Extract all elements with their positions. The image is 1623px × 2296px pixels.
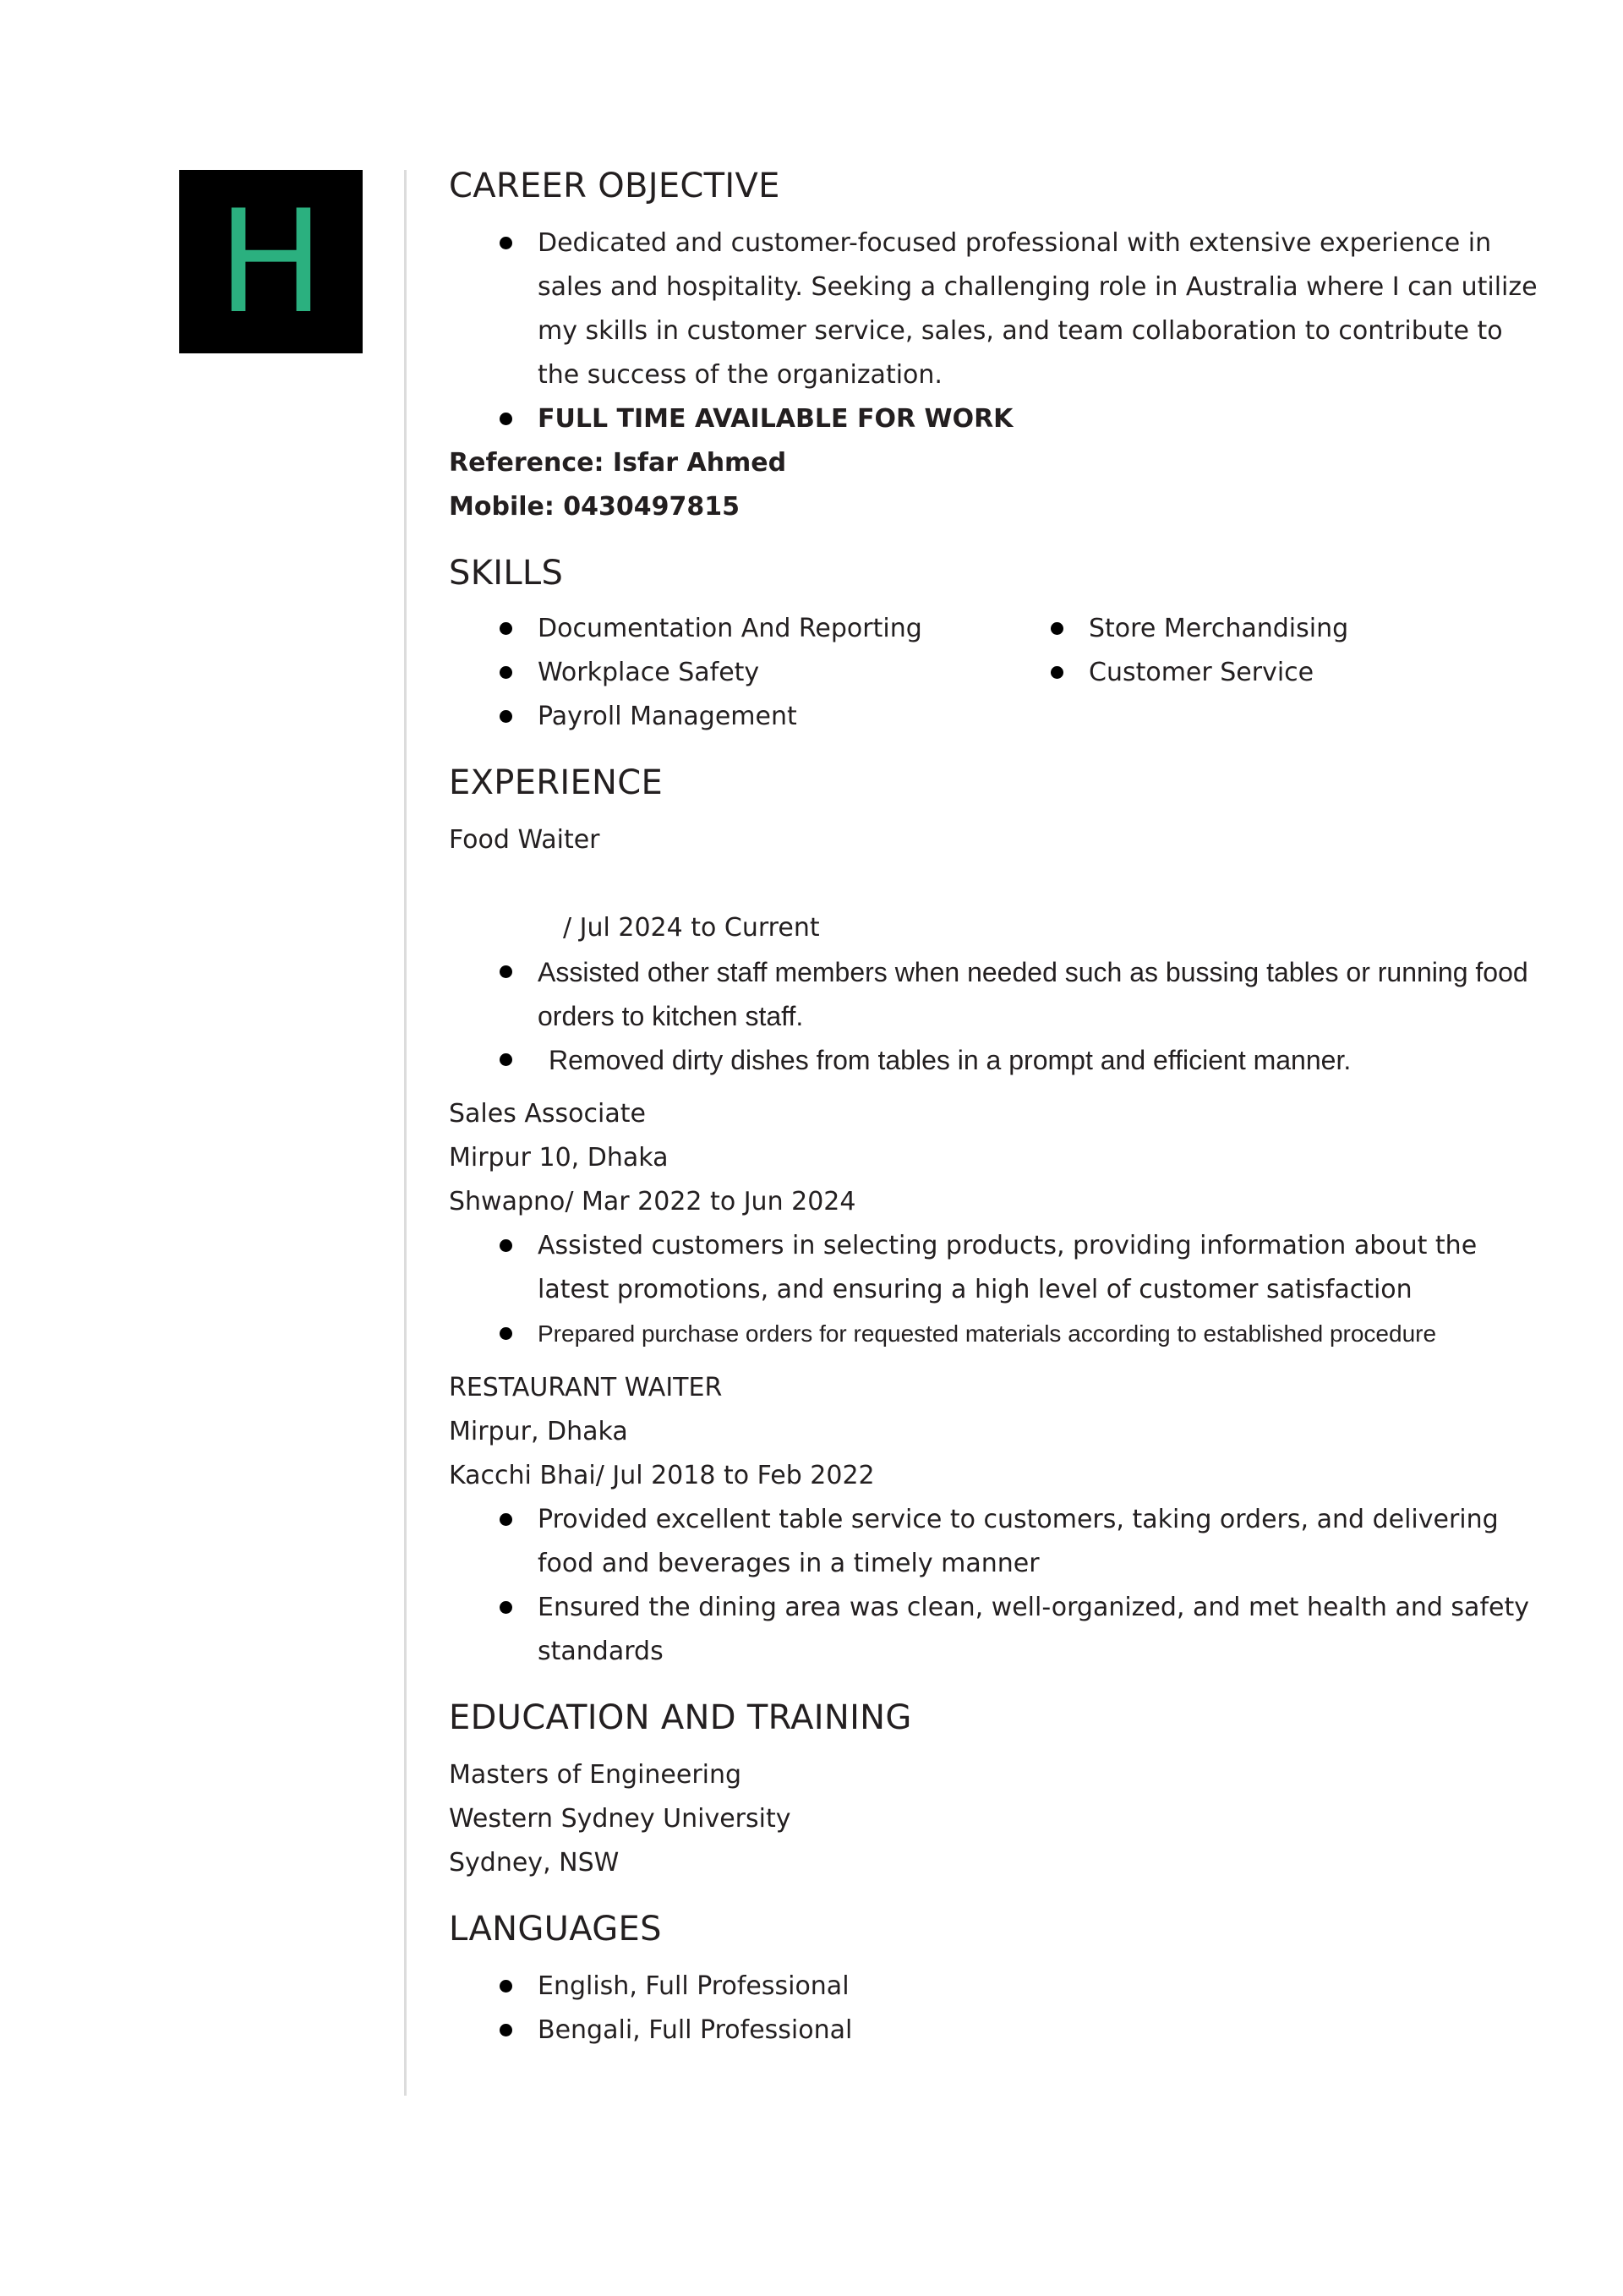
list-item: Ensured the dining area was clean, well-organized, and met health and safety standards	[449, 1586, 1548, 1674]
list-item: Workplace Safety	[449, 651, 1000, 695]
section-title-skills: SKILLS	[449, 554, 564, 593]
job-company-dates: / Jul 2024 to Current	[563, 913, 820, 943]
section-title-languages: LANGUAGES	[449, 1910, 662, 1949]
job-role: RESTAURANT WAITER	[449, 1373, 723, 1402]
job-bullets	[449, 1224, 1548, 1356]
reference-line: Reference: Isfar Ahmed	[449, 448, 787, 478]
list-item: Bengali, Full Professional	[449, 2009, 1548, 2053]
monogram-letter: H	[217, 178, 325, 345]
skills-column-1	[449, 607, 1000, 739]
education-school: Western Sydney University	[449, 1804, 791, 1834]
list-item: Assisted other staff members when needed such as bussing tables or running food orders to kitchen staff.	[449, 950, 1548, 1038]
career-objective-section	[449, 161, 1548, 529]
job-entry	[449, 818, 1548, 1082]
list-item: English, Full Professional	[449, 1965, 1548, 2009]
job-bullets	[449, 1498, 1548, 1674]
skills-grid	[449, 607, 1548, 739]
column-divider	[404, 170, 407, 2096]
job-company-dates: Shwapno/ Mar 2022 to Jun 2024	[449, 1187, 856, 1216]
list-item: Store Merchandising	[1000, 607, 1541, 651]
list-item: Dedicated and customer-focused professional with extensive experience in sales and hospitality. Seeking a challenging role in Australia where I can utilize my skills in customer service, sales, and team collaboration to contribute to the success of the organization.	[449, 221, 1548, 397]
section-title-education: EDUCATION AND TRAINING	[449, 1698, 912, 1737]
job-role: Food Waiter	[449, 825, 600, 855]
job-company-dates: Kacchi Bhai/ Jul 2018 to Feb 2022	[449, 1461, 875, 1490]
list-item: Provided excellent table service to customers, taking orders, and delivering food and beverages in a timely manner	[449, 1498, 1548, 1586]
languages-list	[449, 1965, 1548, 2053]
list-item: Removed dirty dishes from tables in a prompt and efficient manner.	[449, 1038, 1548, 1082]
reference-mobile: Mobile: 0430497815	[449, 492, 740, 522]
job-entry	[449, 1366, 1548, 1674]
skills-section	[449, 548, 1548, 739]
job-location: Mirpur, Dhaka	[449, 1417, 628, 1446]
job-entry	[449, 1092, 1548, 1356]
list-item: Assisted customers in selecting products, providing information about the latest promotions, and ensuring a high level of customer satisfaction	[449, 1224, 1548, 1312]
section-title-career: CAREER OBJECTIVE	[449, 167, 780, 205]
section-title-experience: EXPERIENCE	[449, 763, 664, 802]
list-item: Customer Service	[1000, 651, 1541, 695]
languages-section	[449, 1904, 1548, 2053]
list-item: Payroll Management	[449, 695, 1000, 739]
job-bullets	[449, 950, 1548, 1082]
education-section	[449, 1692, 1548, 1885]
job-location: Mirpur 10, Dhaka	[449, 1143, 669, 1173]
monogram-logo	[179, 170, 363, 353]
list-item: FULL TIME AVAILABLE FOR WORK	[449, 397, 1548, 441]
sidebar	[0, 0, 362, 2096]
career-bullets	[449, 221, 1548, 441]
list-item: Documentation And Reporting	[449, 607, 1000, 651]
list-item: Prepared purchase orders for requested materials according to established procedure	[449, 1312, 1548, 1356]
job-location	[449, 862, 1548, 906]
job-role: Sales Associate	[449, 1099, 646, 1129]
experience-section	[449, 757, 1548, 1674]
education-degree: Masters of Engineering	[449, 1760, 742, 1790]
education-location: Sydney, NSW	[449, 1848, 620, 1878]
skills-column-2	[1000, 607, 1541, 739]
main-content	[449, 161, 1548, 2053]
